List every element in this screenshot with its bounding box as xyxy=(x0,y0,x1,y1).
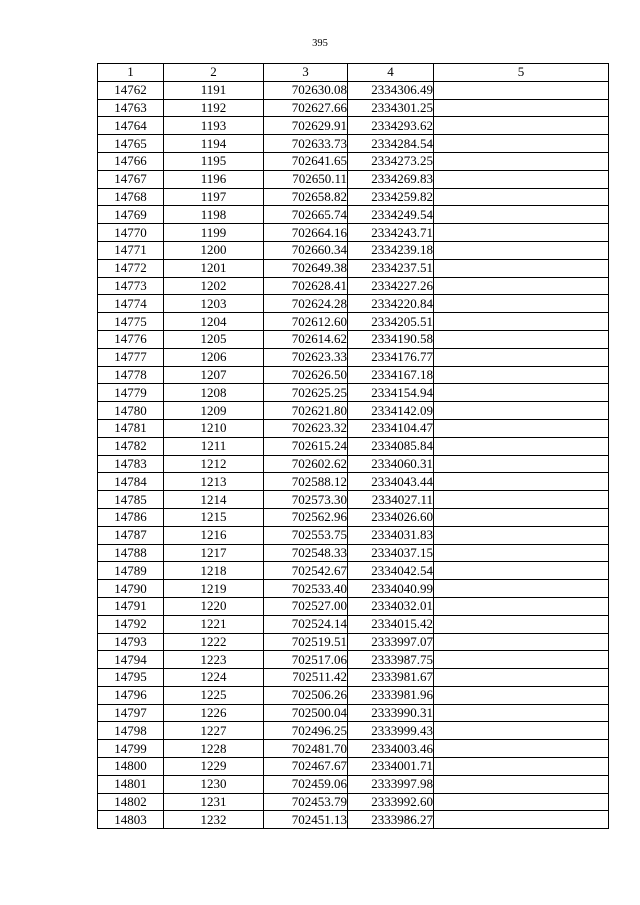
x-coordinate-cell: 702511.42 xyxy=(264,669,348,687)
vertex-number-cell: 1213 xyxy=(164,473,264,491)
point-number-cell: 14798 xyxy=(98,722,164,740)
note-cell xyxy=(434,348,609,366)
table-row xyxy=(98,473,609,491)
vertex-number-cell: 1192 xyxy=(164,99,264,117)
y-coordinate-cell: 2334284.54 xyxy=(348,135,434,153)
y-coordinate-cell: 2334167.18 xyxy=(348,366,434,384)
point-number-cell: 14766 xyxy=(98,152,164,170)
table-row xyxy=(98,811,609,829)
x-coordinate-cell: 702649.38 xyxy=(264,259,348,277)
table-row xyxy=(98,740,609,758)
table-row xyxy=(98,206,609,224)
header-row xyxy=(98,64,609,82)
note-cell xyxy=(434,597,609,615)
point-number-cell: 14788 xyxy=(98,544,164,562)
note-cell xyxy=(434,419,609,437)
note-cell xyxy=(434,384,609,402)
x-coordinate-cell: 702621.80 xyxy=(264,402,348,420)
note-cell xyxy=(434,313,609,331)
point-number-cell: 14793 xyxy=(98,633,164,651)
y-coordinate-cell: 2334205.51 xyxy=(348,313,434,331)
table-row xyxy=(98,259,609,277)
y-coordinate-cell: 2334031.83 xyxy=(348,526,434,544)
y-coordinate-cell: 2334301.25 xyxy=(348,99,434,117)
x-coordinate-cell: 702626.50 xyxy=(264,366,348,384)
note-cell xyxy=(434,508,609,526)
column-header-5: 5 xyxy=(434,64,609,82)
x-coordinate-cell: 702629.91 xyxy=(264,117,348,135)
note-cell xyxy=(434,633,609,651)
table-row xyxy=(98,170,609,188)
x-coordinate-cell: 702625.25 xyxy=(264,384,348,402)
table-row xyxy=(98,402,609,420)
note-cell xyxy=(434,330,609,348)
table-row xyxy=(98,224,609,242)
note-cell xyxy=(434,117,609,135)
point-number-cell: 14771 xyxy=(98,241,164,259)
x-coordinate-cell: 702500.04 xyxy=(264,704,348,722)
x-coordinate-cell: 702506.26 xyxy=(264,686,348,704)
x-coordinate-cell: 702633.73 xyxy=(264,135,348,153)
note-cell xyxy=(434,775,609,793)
table-row xyxy=(98,508,609,526)
vertex-number-cell: 1227 xyxy=(164,722,264,740)
note-cell xyxy=(434,99,609,117)
y-coordinate-cell: 2334085.84 xyxy=(348,437,434,455)
point-number-cell: 14790 xyxy=(98,580,164,598)
y-coordinate-cell: 2334220.84 xyxy=(348,295,434,313)
x-coordinate-cell: 702623.32 xyxy=(264,419,348,437)
point-number-cell: 14770 xyxy=(98,224,164,242)
y-coordinate-cell: 2334154.94 xyxy=(348,384,434,402)
vertex-number-cell: 1223 xyxy=(164,651,264,669)
vertex-number-cell: 1229 xyxy=(164,758,264,776)
vertex-number-cell: 1206 xyxy=(164,348,264,366)
y-coordinate-cell: 2334293.62 xyxy=(348,117,434,135)
point-number-cell: 14763 xyxy=(98,99,164,117)
note-cell xyxy=(434,437,609,455)
y-coordinate-cell: 2334227.26 xyxy=(348,277,434,295)
x-coordinate-cell: 702562.96 xyxy=(264,508,348,526)
note-cell xyxy=(434,152,609,170)
column-header-2: 2 xyxy=(164,64,264,82)
vertex-number-cell: 1215 xyxy=(164,508,264,526)
table-row xyxy=(98,419,609,437)
y-coordinate-cell: 2333997.98 xyxy=(348,775,434,793)
vertex-number-cell: 1210 xyxy=(164,419,264,437)
vertex-number-cell: 1220 xyxy=(164,597,264,615)
note-cell xyxy=(434,366,609,384)
vertex-number-cell: 1209 xyxy=(164,402,264,420)
vertex-number-cell: 1195 xyxy=(164,152,264,170)
vertex-number-cell: 1228 xyxy=(164,740,264,758)
vertex-number-cell: 1212 xyxy=(164,455,264,473)
vertex-number-cell: 1207 xyxy=(164,366,264,384)
point-number-cell: 14802 xyxy=(98,793,164,811)
note-cell xyxy=(434,455,609,473)
point-number-cell: 14792 xyxy=(98,615,164,633)
table-row xyxy=(98,758,609,776)
note-cell xyxy=(434,81,609,99)
point-number-cell: 14801 xyxy=(98,775,164,793)
note-cell xyxy=(434,473,609,491)
table-row xyxy=(98,81,609,99)
vertex-number-cell: 1217 xyxy=(164,544,264,562)
point-number-cell: 14773 xyxy=(98,277,164,295)
y-coordinate-cell: 2334273.25 xyxy=(348,152,434,170)
note-cell xyxy=(434,295,609,313)
x-coordinate-cell: 702527.00 xyxy=(264,597,348,615)
x-coordinate-cell: 702453.79 xyxy=(264,793,348,811)
x-coordinate-cell: 702614.62 xyxy=(264,330,348,348)
y-coordinate-cell: 2334237.51 xyxy=(348,259,434,277)
vertex-number-cell: 1231 xyxy=(164,793,264,811)
x-coordinate-cell: 702517.06 xyxy=(264,651,348,669)
table-row xyxy=(98,241,609,259)
table-row xyxy=(98,597,609,615)
vertex-number-cell: 1232 xyxy=(164,811,264,829)
x-coordinate-cell: 702524.14 xyxy=(264,615,348,633)
point-number-cell: 14767 xyxy=(98,170,164,188)
y-coordinate-cell: 2334037.15 xyxy=(348,544,434,562)
table-row xyxy=(98,580,609,598)
x-coordinate-cell: 702664.16 xyxy=(264,224,348,242)
vertex-number-cell: 1214 xyxy=(164,491,264,509)
table-row xyxy=(98,562,609,580)
point-number-cell: 14789 xyxy=(98,562,164,580)
x-coordinate-cell: 702496.25 xyxy=(264,722,348,740)
point-number-cell: 14781 xyxy=(98,419,164,437)
table-row xyxy=(98,544,609,562)
vertex-number-cell: 1193 xyxy=(164,117,264,135)
table-row xyxy=(98,633,609,651)
point-number-cell: 14783 xyxy=(98,455,164,473)
table-row xyxy=(98,526,609,544)
x-coordinate-cell: 702548.33 xyxy=(264,544,348,562)
vertex-number-cell: 1202 xyxy=(164,277,264,295)
point-number-cell: 14784 xyxy=(98,473,164,491)
note-cell xyxy=(434,758,609,776)
note-cell xyxy=(434,170,609,188)
point-number-cell: 14803 xyxy=(98,811,164,829)
y-coordinate-cell: 2333992.60 xyxy=(348,793,434,811)
vertex-number-cell: 1191 xyxy=(164,81,264,99)
point-number-cell: 14799 xyxy=(98,740,164,758)
y-coordinate-cell: 2333997.07 xyxy=(348,633,434,651)
point-number-cell: 14768 xyxy=(98,188,164,206)
note-cell xyxy=(434,562,609,580)
note-cell xyxy=(434,544,609,562)
vertex-number-cell: 1225 xyxy=(164,686,264,704)
x-coordinate-cell: 702615.24 xyxy=(264,437,348,455)
page-number: 395 xyxy=(312,38,328,49)
table-row xyxy=(98,491,609,509)
note-cell xyxy=(434,241,609,259)
y-coordinate-cell: 2334190.58 xyxy=(348,330,434,348)
point-number-cell: 14776 xyxy=(98,330,164,348)
x-coordinate-cell: 702641.65 xyxy=(264,152,348,170)
point-number-cell: 14786 xyxy=(98,508,164,526)
note-cell xyxy=(434,188,609,206)
note-cell xyxy=(434,740,609,758)
table-row xyxy=(98,313,609,331)
table-row xyxy=(98,722,609,740)
table-header xyxy=(98,64,609,82)
point-number-cell: 14774 xyxy=(98,295,164,313)
point-number-cell: 14772 xyxy=(98,259,164,277)
x-coordinate-cell: 702650.11 xyxy=(264,170,348,188)
y-coordinate-cell: 2334042.54 xyxy=(348,562,434,580)
point-number-cell: 14797 xyxy=(98,704,164,722)
note-cell xyxy=(434,722,609,740)
x-coordinate-cell: 702467.67 xyxy=(264,758,348,776)
y-coordinate-cell: 2333981.67 xyxy=(348,669,434,687)
point-number-cell: 14764 xyxy=(98,117,164,135)
table-row xyxy=(98,330,609,348)
x-coordinate-cell: 702519.51 xyxy=(264,633,348,651)
x-coordinate-cell: 702588.12 xyxy=(264,473,348,491)
point-number-cell: 14787 xyxy=(98,526,164,544)
x-coordinate-cell: 702658.82 xyxy=(264,188,348,206)
note-cell xyxy=(434,615,609,633)
x-coordinate-cell: 702624.28 xyxy=(264,295,348,313)
table-row xyxy=(98,455,609,473)
x-coordinate-cell: 702542.67 xyxy=(264,562,348,580)
y-coordinate-cell: 2334243.71 xyxy=(348,224,434,242)
table-row xyxy=(98,277,609,295)
vertex-number-cell: 1221 xyxy=(164,615,264,633)
table-row xyxy=(98,686,609,704)
y-coordinate-cell: 2334015.42 xyxy=(348,615,434,633)
point-number-cell: 14778 xyxy=(98,366,164,384)
y-coordinate-cell: 2333987.75 xyxy=(348,651,434,669)
point-number-cell: 14785 xyxy=(98,491,164,509)
y-coordinate-cell: 2334104.47 xyxy=(348,419,434,437)
y-coordinate-cell: 2333999.43 xyxy=(348,722,434,740)
table-row xyxy=(98,366,609,384)
x-coordinate-cell: 702553.75 xyxy=(264,526,348,544)
y-coordinate-cell: 2334142.09 xyxy=(348,402,434,420)
vertex-number-cell: 1226 xyxy=(164,704,264,722)
table-row xyxy=(98,117,609,135)
y-coordinate-cell: 2334032.01 xyxy=(348,597,434,615)
x-coordinate-cell: 702665.74 xyxy=(264,206,348,224)
x-coordinate-cell: 702612.60 xyxy=(264,313,348,331)
y-coordinate-cell: 2334040.99 xyxy=(348,580,434,598)
vertex-number-cell: 1198 xyxy=(164,206,264,224)
table-row xyxy=(98,437,609,455)
y-coordinate-cell: 2334176.77 xyxy=(348,348,434,366)
coordinates-table xyxy=(97,63,609,829)
vertex-number-cell: 1201 xyxy=(164,259,264,277)
vertex-number-cell: 1218 xyxy=(164,562,264,580)
note-cell xyxy=(434,686,609,704)
point-number-cell: 14796 xyxy=(98,686,164,704)
y-coordinate-cell: 2334249.54 xyxy=(348,206,434,224)
point-number-cell: 14762 xyxy=(98,81,164,99)
x-coordinate-cell: 702627.66 xyxy=(264,99,348,117)
y-coordinate-cell: 2334259.82 xyxy=(348,188,434,206)
x-coordinate-cell: 702628.41 xyxy=(264,277,348,295)
point-number-cell: 14777 xyxy=(98,348,164,366)
vertex-number-cell: 1196 xyxy=(164,170,264,188)
table-body xyxy=(98,81,609,828)
note-cell xyxy=(434,651,609,669)
y-coordinate-cell: 2334001.71 xyxy=(348,758,434,776)
vertex-number-cell: 1199 xyxy=(164,224,264,242)
vertex-number-cell: 1208 xyxy=(164,384,264,402)
table-row xyxy=(98,651,609,669)
y-coordinate-cell: 2334060.31 xyxy=(348,455,434,473)
table-row xyxy=(98,384,609,402)
x-coordinate-cell: 702660.34 xyxy=(264,241,348,259)
column-header-3: 3 xyxy=(264,64,348,82)
x-coordinate-cell: 702533.40 xyxy=(264,580,348,598)
vertex-number-cell: 1197 xyxy=(164,188,264,206)
y-coordinate-cell: 2334026.60 xyxy=(348,508,434,526)
x-coordinate-cell: 702451.13 xyxy=(264,811,348,829)
x-coordinate-cell: 702481.70 xyxy=(264,740,348,758)
vertex-number-cell: 1216 xyxy=(164,526,264,544)
vertex-number-cell: 1194 xyxy=(164,135,264,153)
table-row xyxy=(98,669,609,687)
table-row xyxy=(98,295,609,313)
y-coordinate-cell: 2334027.11 xyxy=(348,491,434,509)
point-number-cell: 14780 xyxy=(98,402,164,420)
note-cell xyxy=(434,669,609,687)
point-number-cell: 14794 xyxy=(98,651,164,669)
x-coordinate-cell: 702459.06 xyxy=(264,775,348,793)
x-coordinate-cell: 702623.33 xyxy=(264,348,348,366)
point-number-cell: 14800 xyxy=(98,758,164,776)
vertex-number-cell: 1211 xyxy=(164,437,264,455)
y-coordinate-cell: 2334239.18 xyxy=(348,241,434,259)
vertex-number-cell: 1205 xyxy=(164,330,264,348)
point-number-cell: 14791 xyxy=(98,597,164,615)
vertex-number-cell: 1222 xyxy=(164,633,264,651)
y-coordinate-cell: 2333986.27 xyxy=(348,811,434,829)
point-number-cell: 14779 xyxy=(98,384,164,402)
note-cell xyxy=(434,704,609,722)
note-cell xyxy=(434,206,609,224)
x-coordinate-cell: 702573.30 xyxy=(264,491,348,509)
table-row xyxy=(98,348,609,366)
table-row xyxy=(98,775,609,793)
table-row xyxy=(98,152,609,170)
note-cell xyxy=(434,402,609,420)
y-coordinate-cell: 2334269.83 xyxy=(348,170,434,188)
vertex-number-cell: 1200 xyxy=(164,241,264,259)
note-cell xyxy=(434,135,609,153)
vertex-number-cell: 1219 xyxy=(164,580,264,598)
point-number-cell: 14769 xyxy=(98,206,164,224)
column-header-1: 1 xyxy=(98,64,164,82)
y-coordinate-cell: 2333981.96 xyxy=(348,686,434,704)
y-coordinate-cell: 2334043.44 xyxy=(348,473,434,491)
table-row xyxy=(98,188,609,206)
note-cell xyxy=(434,793,609,811)
x-coordinate-cell: 702630.08 xyxy=(264,81,348,99)
vertex-number-cell: 1203 xyxy=(164,295,264,313)
vertex-number-cell: 1224 xyxy=(164,669,264,687)
point-number-cell: 14795 xyxy=(98,669,164,687)
note-cell xyxy=(434,224,609,242)
table-row xyxy=(98,135,609,153)
note-cell xyxy=(434,526,609,544)
table-row xyxy=(98,615,609,633)
vertex-number-cell: 1230 xyxy=(164,775,264,793)
note-cell xyxy=(434,580,609,598)
point-number-cell: 14782 xyxy=(98,437,164,455)
table-row xyxy=(98,704,609,722)
note-cell xyxy=(434,491,609,509)
point-number-cell: 14765 xyxy=(98,135,164,153)
table-row xyxy=(98,99,609,117)
note-cell xyxy=(434,277,609,295)
note-cell xyxy=(434,811,609,829)
column-header-4: 4 xyxy=(348,64,434,82)
y-coordinate-cell: 2333990.31 xyxy=(348,704,434,722)
table-row xyxy=(98,793,609,811)
y-coordinate-cell: 2334003.46 xyxy=(348,740,434,758)
vertex-number-cell: 1204 xyxy=(164,313,264,331)
x-coordinate-cell: 702602.62 xyxy=(264,455,348,473)
note-cell xyxy=(434,259,609,277)
point-number-cell: 14775 xyxy=(98,313,164,331)
y-coordinate-cell: 2334306.49 xyxy=(348,81,434,99)
